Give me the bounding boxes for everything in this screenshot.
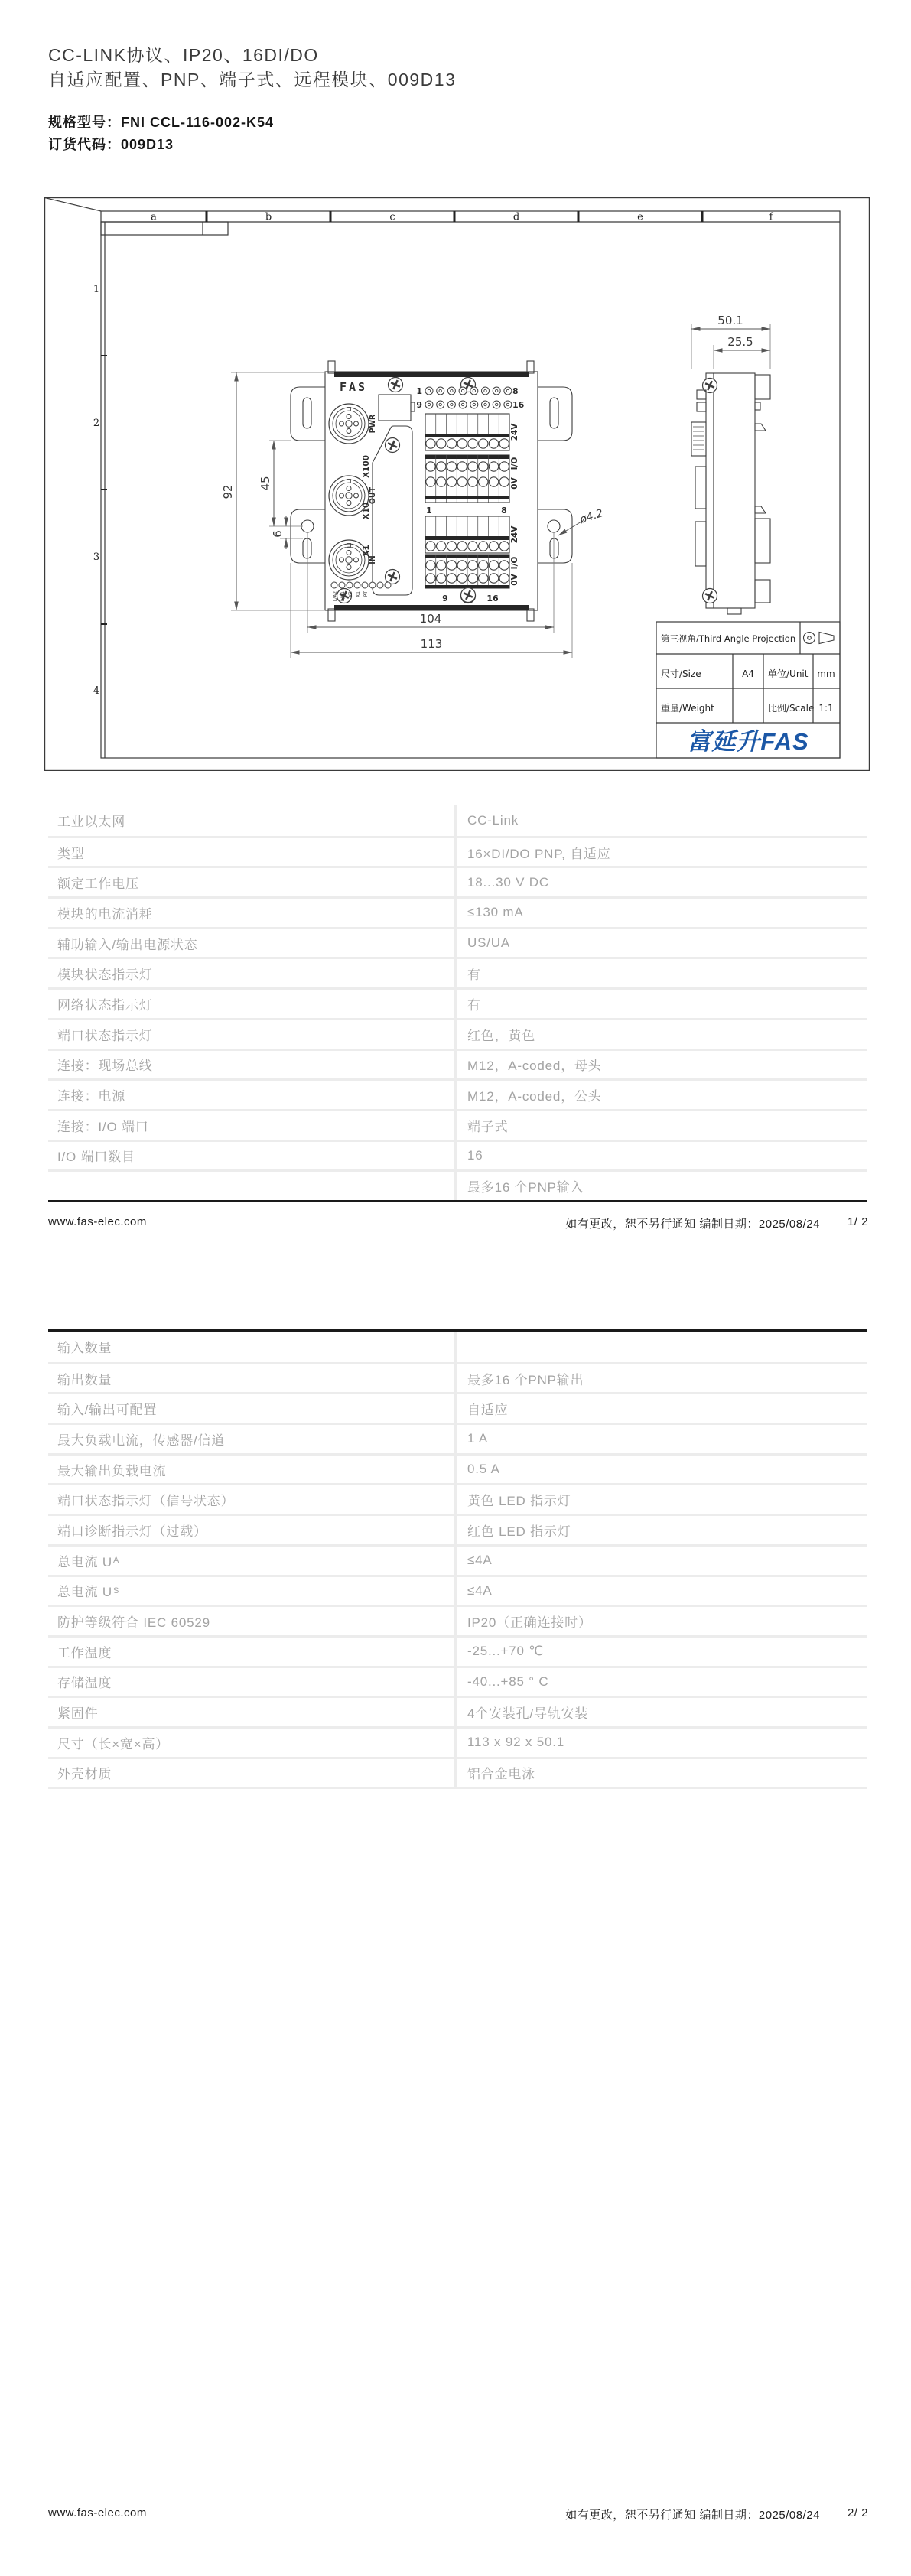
table-row (48, 836, 867, 867)
table-row (48, 1140, 867, 1170)
table-row (48, 1423, 867, 1453)
spec-value: CC-Link (467, 812, 519, 828)
table-row (48, 957, 867, 987)
spec-value: 铝合金电泳 (467, 1767, 535, 1782)
spec-label: 最大输出负载电流 (48, 1456, 457, 1484)
spec-label: 额定工作电压 (48, 868, 457, 896)
company-logo: 富延升FAS (687, 728, 809, 755)
table-row (48, 805, 867, 836)
zone-letter: a (151, 211, 157, 223)
spec-model: 规格型号：FNI CCL-116-002-K54 (48, 115, 275, 130)
spec-label: 端口状态指示灯（信号状态） (48, 1485, 457, 1514)
table-row (48, 1018, 867, 1049)
display-window (379, 395, 411, 421)
page-footer-1 (48, 1215, 868, 1231)
spec-label: 外壳材质 (48, 1759, 457, 1787)
spec-value: 4个安装孔/导轨安装 (467, 1706, 589, 1722)
change-notice: 如有更改，恕不另行通知 编制日期：2025/08/24 (565, 1218, 820, 1231)
port-label: OUT (369, 486, 377, 505)
mounting-hole (548, 520, 560, 532)
projection-label: 第三视角/Third Angle Projection (661, 633, 796, 644)
page-number: 2/ 2 (847, 2506, 868, 2519)
rail-label: 0V (510, 574, 519, 586)
scale-label: 比例/Scale (768, 703, 815, 714)
dim-50-1: 50.1 (717, 314, 743, 327)
led-indicator-rows (416, 386, 524, 410)
zone-number: 1 (93, 284, 100, 295)
spec-label: 尺寸（长×宽×高） (48, 1729, 457, 1757)
spec-value: 端子式 (467, 1119, 509, 1134)
rail-label: 24V (510, 525, 519, 544)
table-row (48, 1392, 867, 1423)
spec-value: 自适应 (467, 1403, 509, 1418)
order-code: 订货代码：009D13 (48, 137, 174, 152)
table-row (48, 1757, 867, 1787)
zone-number: 4 (93, 685, 100, 697)
brand-logo: FAS (340, 380, 368, 394)
spec-label: 端口状态指示灯 (48, 1020, 457, 1049)
table-row (48, 1544, 867, 1575)
spec-value: 黄色 LED 指示灯 (467, 1494, 571, 1509)
spec-value: M12，A-coded，母头 (467, 1059, 602, 1074)
spec-value: 红色 LED 指示灯 (467, 1524, 571, 1539)
spec-value: 最多16 个PNP输入 (467, 1180, 584, 1195)
spec-value: 16×DI/DO PNP, 自适应 (467, 846, 611, 861)
table-row (48, 1078, 867, 1109)
title-line-2: 自适应配置、PNP、端子式、远程模块、009D13 (48, 70, 457, 89)
zone-letter: e (637, 211, 643, 223)
spec-value: -25...+70 ℃ (467, 1644, 545, 1659)
spec-label: 存储温度 (48, 1668, 457, 1696)
table-row (48, 1483, 867, 1514)
spec-table-2 (48, 1329, 867, 1789)
spec-value: ≤4A (467, 1582, 493, 1598)
table-row (48, 866, 867, 896)
zone-letter: b (265, 211, 272, 223)
svg-text:L/A1: L/A1 (340, 591, 346, 602)
dim-hole-diameter: ø4.2 (578, 507, 605, 526)
table-row (48, 1109, 867, 1140)
rotary-label: X100 (362, 454, 371, 479)
screw-icon (386, 438, 400, 453)
spec-label: 防护等级符合 IEC 60529 (48, 1607, 457, 1635)
screw-icon (389, 378, 403, 392)
rail-label: I/O (510, 556, 519, 570)
title-block (656, 622, 840, 758)
side-view (691, 314, 770, 614)
spec-label: 网络状态指示灯 (48, 990, 457, 1018)
terminal-block-group-1 (425, 414, 509, 503)
spec-value: 有 (467, 997, 481, 1013)
dim-113: 113 (420, 637, 443, 651)
spec-value: 16 (467, 1147, 483, 1163)
spec-value: ≤130 mA (467, 905, 524, 920)
spec-label: 模块状态指示灯 (48, 959, 457, 987)
spec-label: 输入数量 (48, 1332, 457, 1362)
spec-table-1 (48, 805, 867, 1202)
channel2-first: 9 (442, 594, 448, 603)
page-number: 1/ 2 (847, 1215, 868, 1228)
m12-thread-profile (691, 422, 706, 456)
table-row (48, 1049, 867, 1079)
rotary-label: X10 (362, 502, 371, 520)
spec-value: 1 A (467, 1431, 488, 1446)
website-link[interactable]: www.fas-elec.com (48, 2506, 147, 2519)
dim-45: 45 (259, 476, 272, 491)
spec-value: M12，A-coded，公头 (467, 1089, 602, 1104)
svg-text:X1: X1 (356, 591, 361, 597)
spec-value: 最多16 个PNP输出 (467, 1372, 584, 1387)
din-rail-clip (755, 519, 770, 563)
table-row (48, 1575, 867, 1605)
zone-number: 2 (93, 418, 100, 429)
scale-value: 1:1 (818, 703, 834, 714)
port-label: IN (369, 555, 377, 564)
product-identifiers (48, 112, 274, 156)
size-value: A4 (742, 668, 754, 679)
weight-label: 重量/Weight (661, 703, 714, 714)
spec-label: 辅助输入/输出电源状态 (48, 929, 457, 958)
table-row (48, 1666, 867, 1696)
spec-label: 最大负载电流，传感器/信道 (48, 1425, 457, 1453)
mounting-slot (303, 398, 311, 428)
spec-label: 输入/输出可配置 (48, 1394, 457, 1423)
spec-value: 113 x 92 x 50.1 (467, 1735, 564, 1750)
spec-label: 紧固件 (48, 1698, 457, 1726)
front-dimensions (221, 372, 605, 658)
status-led-row (331, 582, 391, 601)
change-notice: 如有更改，恕不另行通知 编制日期：2025/08/24 (565, 2509, 820, 2522)
spec-label: 总电流 U S (48, 1577, 457, 1605)
table-row (48, 987, 867, 1018)
table-row (48, 1696, 867, 1726)
spec-value (457, 1332, 867, 1362)
spec-value: ≤4A (467, 1553, 493, 1568)
table-row (48, 1362, 867, 1393)
unit-label: 单位/Unit (768, 668, 809, 679)
spec-label: 连接：现场总线 (48, 1051, 457, 1079)
svg-text:X2: X2 (348, 591, 353, 597)
table-row (48, 1332, 867, 1362)
zone-letter: d (512, 211, 520, 223)
svg-text:PT: PT (363, 591, 369, 597)
table-row (48, 1514, 867, 1544)
unit-value: mm (817, 668, 835, 679)
table-row (48, 1726, 867, 1757)
spec-label: 模块的电流消耗 (48, 899, 457, 927)
spec-label: 工业以太网 (48, 805, 457, 836)
spec-label: 连接：I/O 端口 (48, 1111, 457, 1140)
dim-6: 6 (271, 530, 285, 538)
channel2-last: 16 (486, 594, 499, 603)
spec-value: 0.5 A (467, 1462, 500, 1477)
port-label: PWR (369, 414, 377, 434)
rail-label: I/O (510, 457, 519, 470)
channel-first: 1 (426, 506, 432, 516)
page-title (48, 43, 456, 92)
table-row (48, 1169, 867, 1200)
table-row (48, 1453, 867, 1484)
channel-last: 8 (501, 506, 507, 516)
dim-104: 104 (419, 612, 442, 626)
spec-label: 总电流 U A (48, 1547, 457, 1575)
mounting-slot (550, 398, 558, 428)
spec-label: 端口诊断指示灯（过载） (48, 1516, 457, 1544)
spec-value: 有 (467, 968, 481, 983)
zone-letter: c (389, 211, 395, 223)
rotary-label: X1 (362, 545, 371, 557)
technical-drawing (44, 197, 870, 771)
screw-icon (703, 589, 717, 603)
dim-25-5: 25.5 (727, 335, 753, 349)
svg-text:L/A2: L/A2 (333, 591, 338, 602)
front-view (291, 361, 572, 621)
table-row (48, 927, 867, 958)
svg-text:1: 1 (416, 386, 422, 396)
spec-label: 类型 (48, 838, 457, 867)
zone-letter: f (769, 211, 773, 223)
spec-label (48, 1172, 457, 1200)
spec-value: US/UA (467, 935, 510, 951)
rail-label: 24V (510, 423, 519, 441)
spec-value: -40...+85 ° C (467, 1673, 549, 1689)
screw-icon (461, 588, 476, 603)
screw-icon (703, 379, 717, 393)
spec-value: 红色，黄色 (467, 1028, 535, 1043)
page-footer-2 (48, 2506, 868, 2522)
table-row (48, 1635, 867, 1666)
table-row (48, 1605, 867, 1635)
spec-label: I/O 端口数目 (48, 1142, 457, 1170)
terminal-block-group-2 (425, 516, 509, 588)
spec-label: 连接：电源 (48, 1081, 457, 1109)
size-label: 尺寸/Size (661, 668, 701, 679)
spec-label: 输出数量 (48, 1364, 457, 1393)
svg-text:9: 9 (416, 400, 422, 410)
zone-number: 3 (93, 551, 100, 563)
spec-label: 工作温度 (48, 1638, 457, 1666)
website-link[interactable]: www.fas-elec.com (48, 1215, 147, 1228)
spec-value: IP20（正确连接时） (467, 1615, 592, 1631)
title-line-1: CC-LINK协议、IP20、16DI/DO (48, 45, 319, 65)
svg-text:8: 8 (512, 386, 519, 396)
mounting-hole (301, 520, 314, 532)
rail-label: 0V (510, 477, 519, 490)
svg-text:16: 16 (512, 400, 525, 410)
table-row (48, 896, 867, 927)
m12-connector-pwr (329, 404, 369, 444)
third-angle-projection-icon (804, 633, 835, 644)
spec-value: 18...30 V DC (467, 874, 549, 890)
dim-92: 92 (221, 484, 235, 499)
